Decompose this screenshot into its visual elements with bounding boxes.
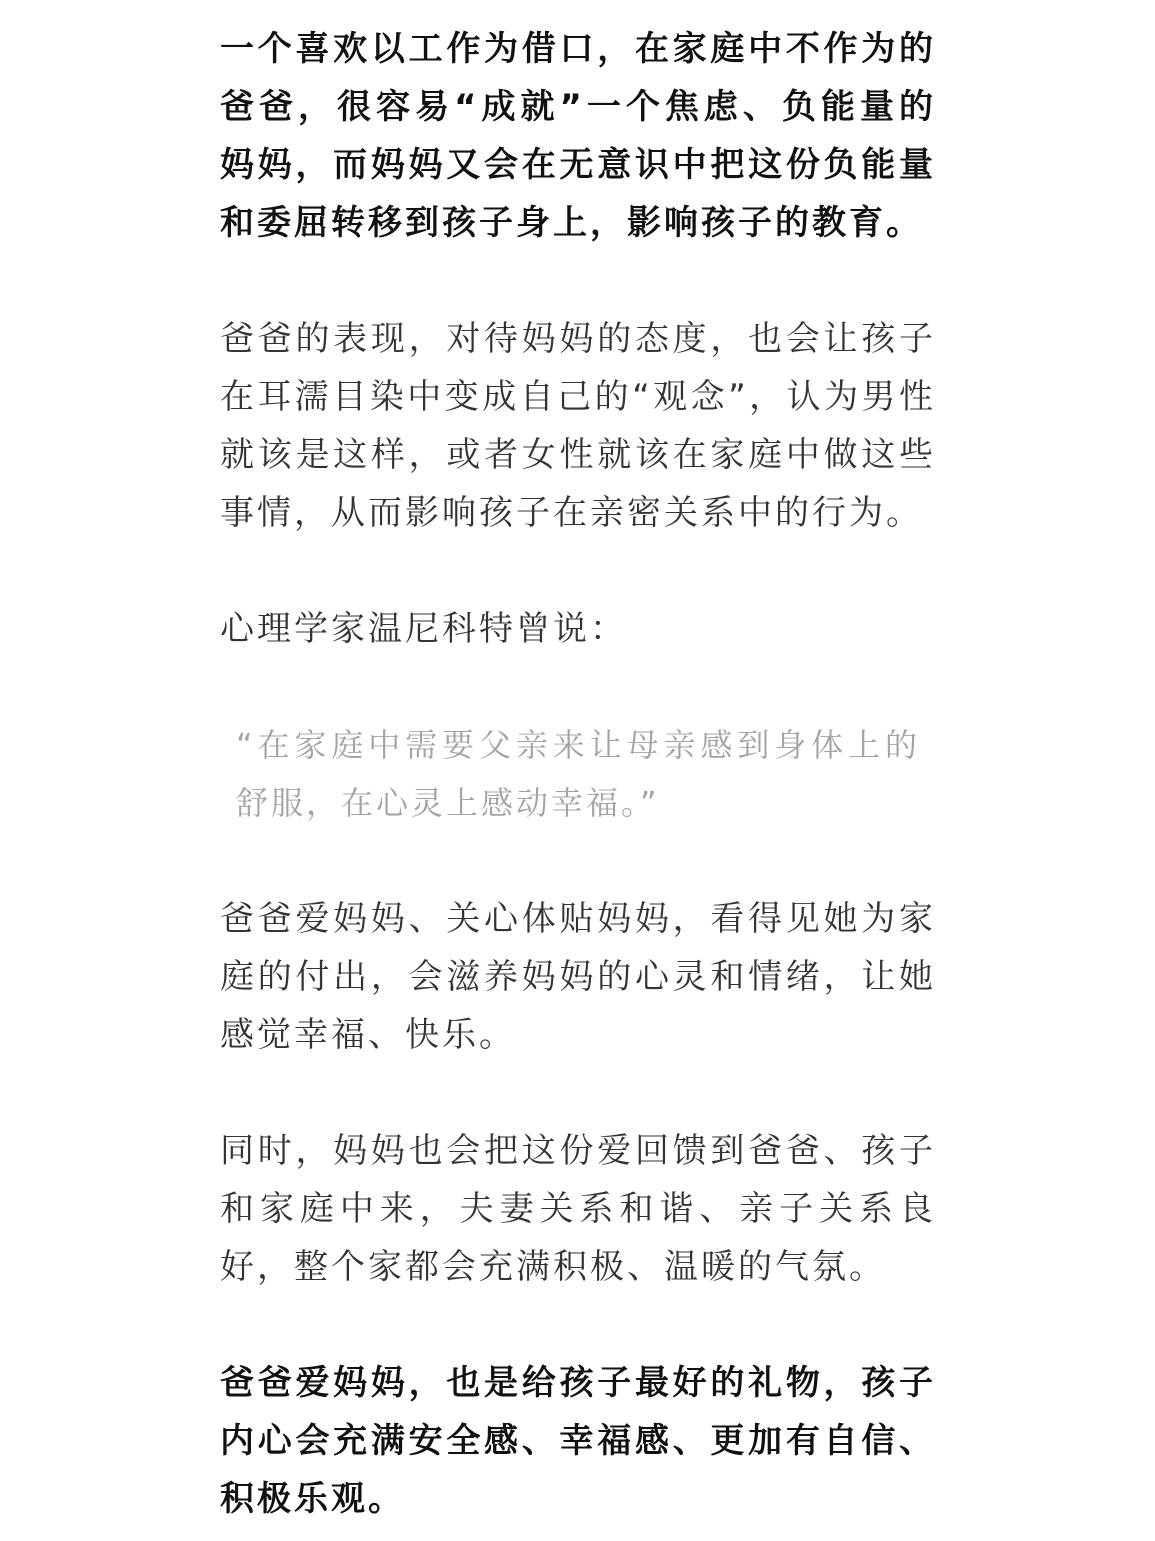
paragraph-2: 爸爸的表现，对待妈妈的态度，也会让孩子在耳濡目染中变成自己的“观念”，认为男性就该是这样，或者女性就该在家庭中做这些事情，从而影响孩子在亲密关系中的行为。 [220, 319, 936, 533]
paragraph-5: 同时，妈妈也会把这份爱回馈到爸爸、孩子和家庭中来，夫妻关系和谐、亲子关系良好，整个家都会充满积极、温暖的气氛。 [220, 1131, 936, 1287]
paragraph-1: 一个喜欢以工作为借口，在家庭中不作为的爸爸，很容易“成就”一个焦虑、负能量的妈妈，而妈妈又会在无意识中把这份负能量和委屈转移到孩子身上，影响孩子的教育。 [220, 29, 936, 243]
paragraph-4: 爸爸爱妈妈、关心体贴妈妈，看得见她为家庭的付出，会滋养妈妈的心灵和情绪，让她感觉幸福、快乐。 [220, 899, 936, 1055]
quote-block: “在家庭中需要父亲来让母亲感到身体上的舒服，在心灵上感动幸福。” [236, 726, 920, 822]
paragraph-3: 心理学家温尼科特曾说： [220, 609, 627, 649]
article-body [220, 20, 936, 1528]
paragraph-6: 爸爸爱妈妈，也是给孩子最好的礼物，孩子内心会充满安全感、幸福感、更加有自信、积极乐观。 [220, 1363, 936, 1519]
